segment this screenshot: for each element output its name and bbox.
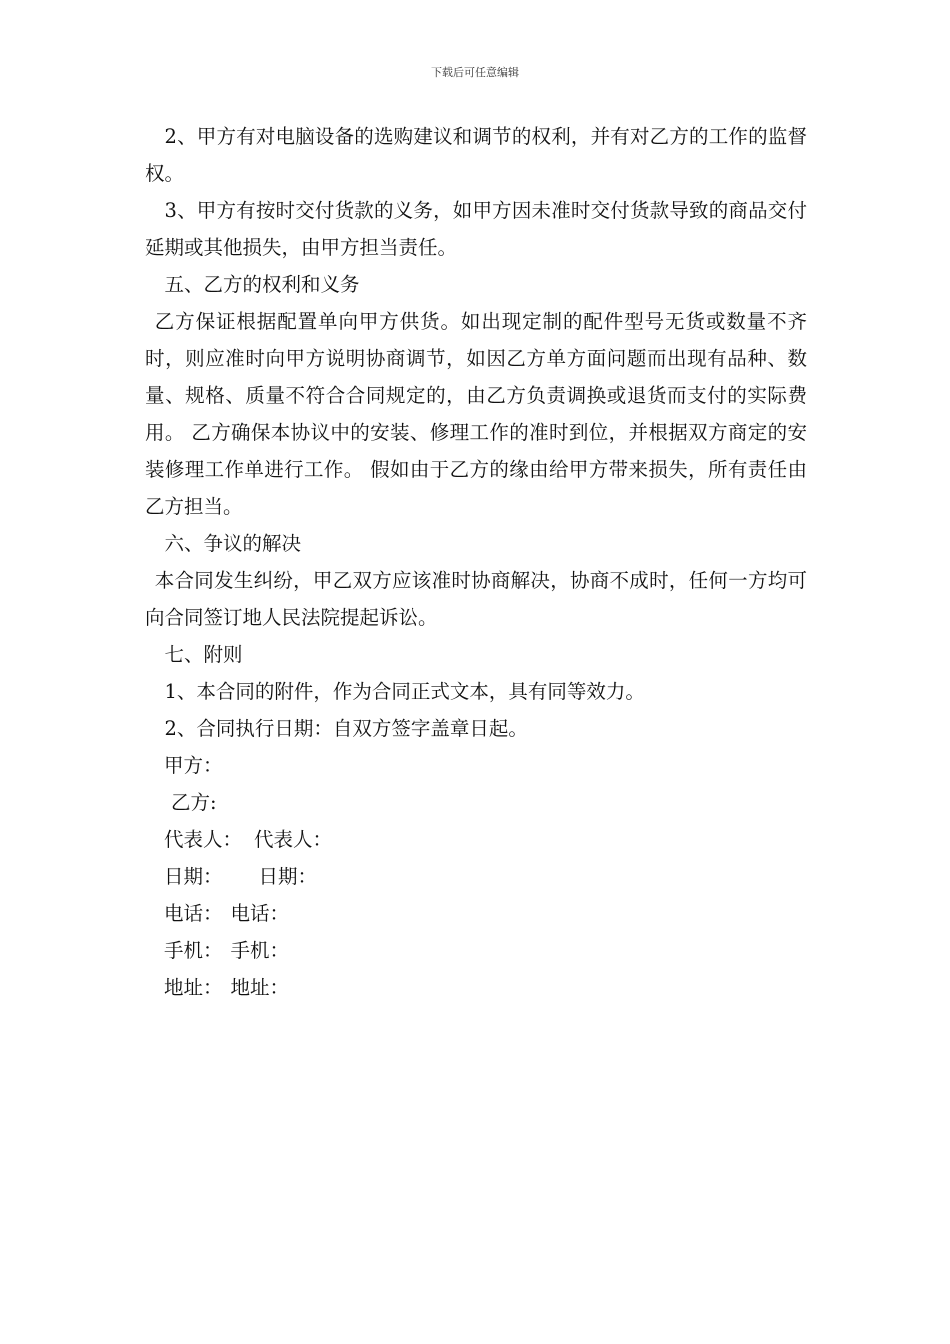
mobile-a-label: 手机： — [164, 939, 223, 962]
party-b-label: 乙方: — [171, 791, 217, 814]
date-a-label: 日期： — [164, 865, 223, 888]
section-heading-5: 五、乙方的权利和义务 — [164, 273, 360, 296]
address-b-label: 地址： — [230, 976, 290, 999]
clause-attachments: 1、本合同的附件，作为合同正式文本，具有同等效力。 — [164, 680, 645, 703]
signature-mobile-row — [145, 932, 807, 969]
address-a-label: 地址： — [164, 976, 223, 999]
clause-effective-date: 2、合同执行日期：自双方签字盖章日起。 — [164, 717, 528, 740]
signature-representative-row — [145, 821, 807, 858]
contract-body — [145, 118, 807, 1006]
party-a-label: 甲方： — [164, 754, 223, 777]
page-header-note: 下载后可任意编辑 — [431, 66, 519, 79]
phone-a-label: 电话： — [164, 902, 223, 925]
phone-b-label: 电话： — [230, 902, 290, 925]
signature-party-b — [145, 784, 807, 821]
mobile-b-label: 手机： — [230, 939, 290, 962]
rep-a-label: 代表人： — [164, 828, 243, 851]
clause-dispute-resolution: 本合同发生纠纷，甲乙双方应该准时协商解决，协商不成时，任何一方均可向合同签订地人民法院提起诉讼。 — [145, 569, 807, 629]
signature-date-row — [145, 858, 807, 895]
clause-party-a-right-2: 2、甲方有对电脑设备的选购建议和调节的权利，并有对乙方的工作的监督权。 — [145, 125, 807, 185]
rep-b-label: 代表人： — [254, 828, 333, 851]
signature-phone-row — [145, 895, 807, 932]
date-b-label: 日期： — [258, 865, 318, 888]
section-heading-6: 六、争议的解决 — [164, 532, 302, 555]
clause-party-b-rights: 乙方保证根据配置单向甲方供货。如出现定制的配件型号无货或数量不齐时，则应准时向甲方说明协商调节，如因乙方单方面问题而出现有品种、数量、规格、质量不符合合同规定的，由乙方负责调换或退货而支付的实际费用。 乙方确保本协议中的安装、修理工作的准时到位，并根据双方商定的安装修理工作单进行工作。 假如由于乙方的缘由给甲方带来损失，所有责任由乙方担当。 — [145, 310, 807, 518]
section-heading-7: 七、附则 — [164, 643, 243, 666]
clause-party-a-duty-3: 3、甲方有按时交付货款的义务，如甲方因未准时交付货款导致的商品交付延期或其他损失，由甲方担当责任。 — [145, 199, 807, 259]
signature-party-a — [145, 747, 807, 784]
signature-address-row — [145, 969, 807, 1006]
